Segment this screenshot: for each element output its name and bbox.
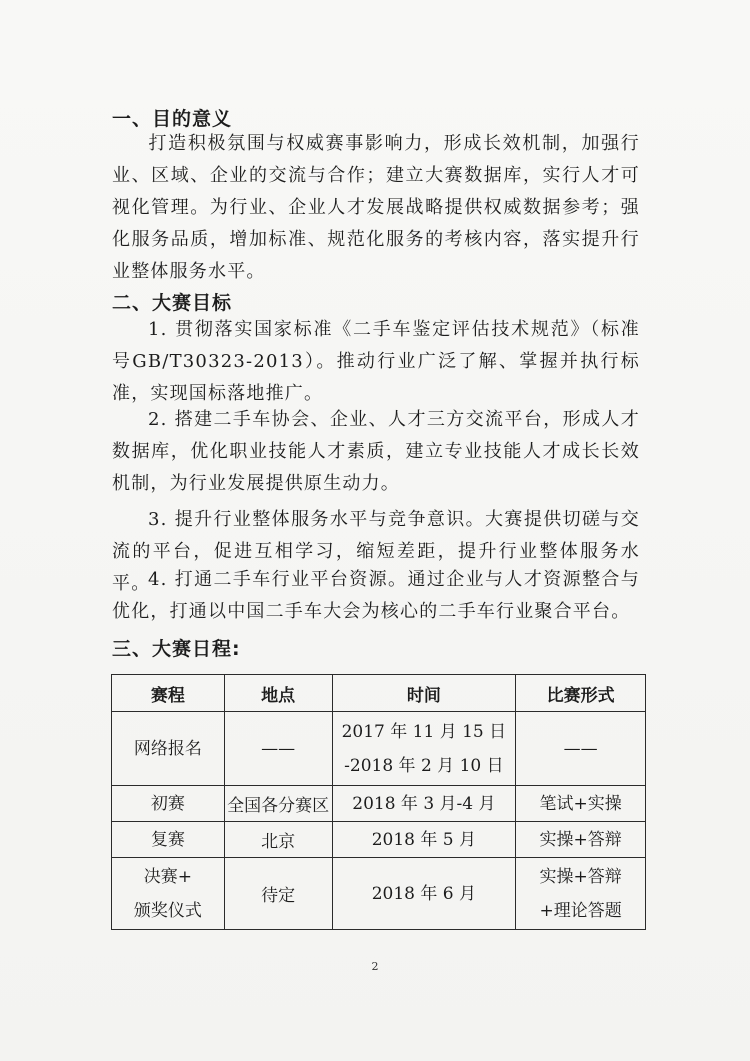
goal-item-1: [112, 314, 640, 410]
time-text-line-2: -2018 年 2 月 10 日: [344, 755, 504, 776]
goal-item-1-text: 1. 贯彻落实国家标准《二手车鉴定评估技术规范》（标准号GB/T30323-2013）。推动行业广泛了解、掌握并执行标准，实现国标落地推广。: [112, 319, 640, 404]
stage-text: 网络报名: [133, 738, 202, 759]
stage-cell: [112, 858, 225, 930]
time-cell: [332, 822, 516, 858]
column-header-time: 时间: [332, 675, 516, 712]
goal-item-2: [112, 404, 640, 500]
stage-text: 初赛: [150, 793, 185, 814]
page-number: 2: [371, 960, 379, 973]
table-row: [112, 786, 646, 822]
column-header-stage: 赛程: [112, 675, 225, 712]
paragraph-purpose-text: 打造积极氛围与权威赛事影响力，形成长效机制，加强行业、区域、企业的交流与合作；建立大赛数据库，实行人才可视化管理。为行业、企业人才发展战略提供权威数据参考；强化服务品质，增加标准、规范化服务的考核内容，落实提升行业整体服务水平。: [112, 133, 640, 282]
format-text: 实操+答辩: [539, 829, 622, 850]
paragraph-purpose: [112, 128, 640, 288]
format-text: ——: [563, 738, 598, 759]
format-cell: [516, 786, 646, 822]
time-cell: [332, 858, 516, 930]
stage-cell: [112, 786, 225, 822]
stage-text-line-2: 颁奖仪式: [133, 900, 202, 921]
time-text: 2018 年 5 月: [371, 829, 477, 850]
section-heading-goals: 二、大赛目标: [112, 292, 233, 314]
table-row: [112, 822, 646, 858]
goal-item-4-text: 4. 打通二手车行业平台资源。通过企业与人才资源整合与优化，打通以中国二手车大会为核心的二手车行业聚合平台。: [112, 569, 640, 622]
format-text-line-2: +理论答题: [539, 900, 622, 921]
format-cell: [516, 712, 646, 786]
time-cell: [332, 786, 516, 822]
format-text: 笔试+实操: [539, 793, 622, 814]
goal-item-3-text: 3. 提升行业整体服务水平与竞争意识。大赛提供切磋与交流的平台，促进互相学习，缩短差距，提升行业整体服务水平。: [112, 509, 640, 594]
format-cell: [516, 822, 646, 858]
time-text-line-1: 2017 年 11 月 15 日: [341, 721, 507, 742]
time-cell: [332, 712, 516, 786]
stage-cell: [112, 712, 225, 786]
format-text-line-1: 实操+答辩: [539, 866, 622, 887]
schedule-table: [111, 674, 646, 930]
stage-text: 复赛: [150, 829, 185, 850]
table-header-row: [112, 675, 646, 712]
goal-item-2-text: 2. 搭建二手车协会、企业、人才三方交流平台，形成人才数据库，优化职业技能人才素质，建立专业技能人才成长长效机制，为行业发展提供原生动力。: [112, 409, 640, 494]
place-cell: 全国各分赛区: [224, 786, 332, 822]
column-header-place: 地点: [224, 675, 332, 712]
column-header-format: 比赛形式: [516, 675, 646, 712]
time-text: 2018 年 3 月-4 月: [352, 793, 496, 814]
table-row: [112, 858, 646, 930]
goal-item-4: [112, 564, 640, 628]
format-cell: [516, 858, 646, 930]
place-cell: 北京: [224, 822, 332, 858]
section-heading-schedule: 三、大赛日程:: [112, 638, 241, 660]
stage-cell: [112, 822, 225, 858]
place-cell: 待定: [224, 858, 332, 930]
table-row: [112, 712, 646, 786]
time-text: 2018 年 6 月: [371, 883, 477, 904]
place-cell: ——: [224, 712, 332, 786]
stage-text-line-1: 决赛+: [143, 866, 192, 887]
section-heading-purpose: 一、目的意义: [112, 108, 233, 130]
